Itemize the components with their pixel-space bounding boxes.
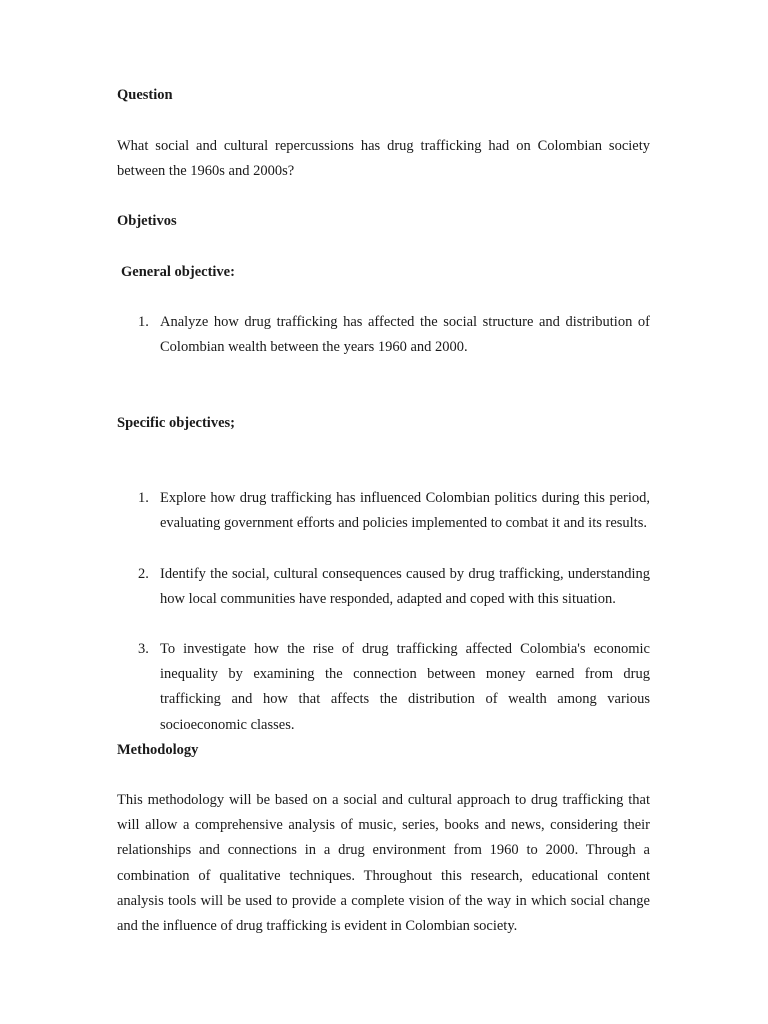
list-item-text: Identify the social, cultural consequences caused by drug trafficking, understanding how local communities have responded, adapted and coped with this situation. — [160, 566, 650, 608]
specific-objectives-heading: Specific objectives; — [117, 415, 235, 431]
specific-objective-item-1 — [117, 486, 650, 536]
list-number: 1. — [138, 490, 149, 506]
list-item-text: Explore how drug trafficking has influenced Colombian politics during this period, evaluating government efforts and policies implemented to combat it and its results. — [160, 490, 650, 532]
question-text: What social and cultural repercussions has drug trafficking had on Colombian society between the 1960s and 2000s? — [117, 138, 650, 180]
general-objective-item-1 — [117, 310, 650, 360]
methodology-heading: Methodology — [117, 742, 199, 758]
objectives-heading: Objetivos — [117, 213, 177, 229]
specific-objective-item-3 — [117, 637, 650, 738]
list-number: 2. — [138, 566, 149, 582]
specific-objective-item-2 — [117, 562, 650, 612]
list-number: 1. — [138, 314, 149, 330]
question-heading: Question — [117, 87, 173, 103]
general-objective-heading: General objective: — [121, 264, 235, 280]
list-item-text: Analyze how drug trafficking has affected the social structure and distribution of Colombian wealth between the years 1960 and 2000. — [160, 314, 650, 356]
list-item-text: To investigate how the rise of drug trafficking affected Colombia's economic inequality by examining the connection between money earned from drug trafficking and how that affects the distribution of wealth among various socioeconomic classes. — [160, 641, 650, 733]
list-number: 3. — [138, 641, 149, 657]
methodology-text: This methodology will be based on a social and cultural approach to drug trafficking that will allow a comprehensive analysis of music, series, books and news, considering their relationships and connections in a drug environment from 1960 to 2000. Through a combination of qualitative techniques. Throughout this research, educational content analysis tools will be used to provide a complete vision of the way in which social change and the influence of drug trafficking is evident in Colombian society. — [117, 792, 650, 935]
